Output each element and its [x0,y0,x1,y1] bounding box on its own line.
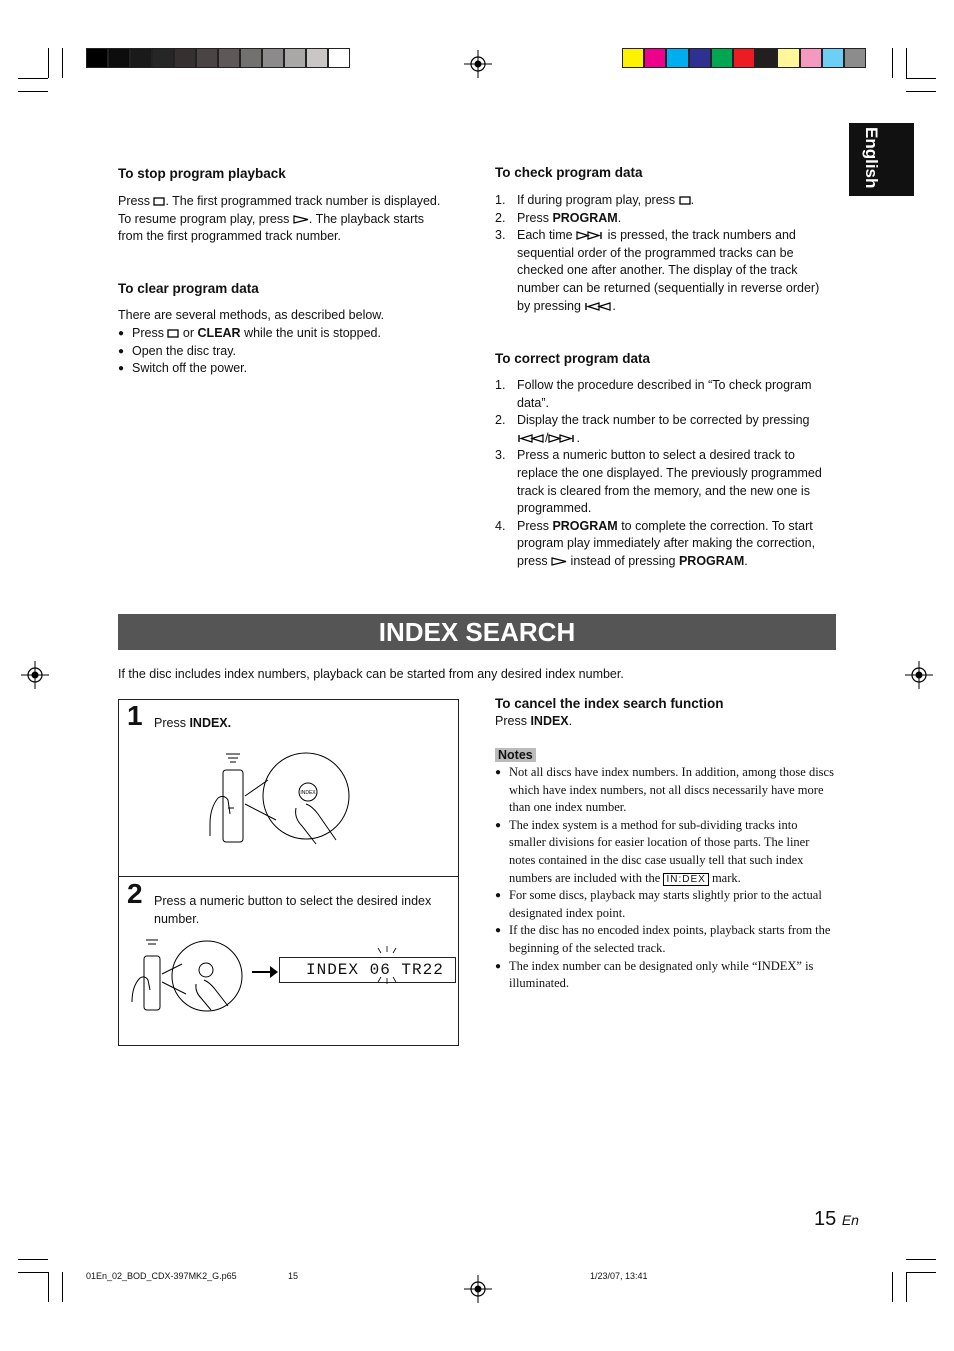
index-button-label: INDEX [300,790,316,796]
list-item: ● Press or CLEAR while the unit is stopped. [118,325,458,343]
skip-forward-icon [548,434,576,443]
list-item: 1. Follow the procedure described in “To check program data”. [495,378,812,410]
gray-swatch [86,48,108,68]
stop-heading: To stop program playback [118,166,286,181]
gray-swatch [328,48,350,68]
footer-date: 1/23/07, 13:41 [590,1271,648,1281]
skip-back-icon [517,434,545,443]
color-swatch [800,48,822,68]
play-icon [551,557,567,566]
step-2-text: Press a numeric button to select the desired index number. [154,894,432,926]
list-item: ● If the disc has no encoded index points, playback starts from the beginning of the selected track. [495,922,835,957]
list-item: ● The index number can be designated only while “INDEX” is illuminated. [495,958,835,993]
list-item: ● The index system is a method for sub-dividing tracks into smaller divisions for easier location of those parts. The liner notes contained in the disc case usually tell that such index numbers are included with the IN:DEX mark. [495,817,835,887]
color-swatch [711,48,733,68]
blink-indicator-icon [372,944,402,986]
list-item: 2. Display the track number to be corrected by pressing / . [495,413,810,445]
check-list [495,192,835,315]
color-swatch [822,48,844,68]
registration-target-left [21,661,49,689]
language-tab [849,123,914,196]
intro-text: If the disc includes index numbers, playback can be started from any desired index number. [118,667,624,681]
skip-back-icon [584,302,612,311]
clear-heading: To clear program data [118,281,259,296]
clear-list [118,325,458,378]
correct-list [495,377,835,571]
list-item: ● Switch off the power. [118,360,458,378]
section-banner [118,614,836,650]
color-swatch [689,48,711,68]
color-swatch [733,48,755,68]
remote-hand-numeric-illustration [124,938,284,1014]
gray-swatch [218,48,240,68]
list-item: ● Not all discs have index numbers. In addition, among those discs which have index numbers, not all discs necessarily have more than one index number. [495,764,835,817]
color-swatch [666,48,688,68]
step-2-number: 2 [127,878,143,909]
correct-heading: To correct program data [495,351,651,366]
registration-target-top [464,50,492,78]
color-swatch [777,48,799,68]
index-display-text: INDEX 06 TR22 [306,961,444,979]
play-icon [293,215,309,224]
section-title: INDEX SEARCH [378,617,576,647]
color-swatch [644,48,666,68]
color-swatch [755,48,777,68]
index-mark-icon: IN:DEX [663,873,708,886]
remote-hand-index-illustration [198,748,358,848]
language-tab-label: English [862,127,881,189]
list-item: 3. Press a numeric button to select a desired track to replace the one displayed. The previously programmed track is cleared from the memory, and the new one is programmed. [495,448,822,516]
color-swatch [844,48,866,68]
footer-file: 01En_02_BOD_CDX-397MK2_G.p65 [86,1271,237,1281]
stop-paragraph: Press . The first programmed track number is displayed. To resume program play, press . The playback starts from the first programmed track number. [118,194,441,244]
check-heading: To check program data [495,165,643,180]
notes-label: Notes [495,748,536,762]
notes-list [495,764,835,993]
list-item: ● For some discs, playback may starts slightly prior to the actual designated index point. [495,887,835,922]
registration-target-right [905,661,933,689]
list-item: ● Open the disc tray. [118,343,458,361]
step-1-number: 1 [127,700,143,731]
cancel-text: Press INDEX. [495,714,573,728]
page-number: 15 En [814,1208,859,1230]
gray-swatch [174,48,196,68]
registration-target-bottom [464,1275,492,1303]
gray-swatch [130,48,152,68]
list-item: 2. Press PROGRAM. [495,210,622,225]
gray-swatch [152,48,174,68]
step-1-text: Press INDEX. [154,716,232,730]
gray-swatch [284,48,306,68]
index-display [279,957,456,983]
list-item: 1. If during program play, press . [495,193,695,207]
gray-swatch [306,48,328,68]
gray-swatch [262,48,284,68]
color-swatch [622,48,644,68]
list-item: 4. Press PROGRAM to complete the correction. To start program play immediately after making the correction, press instead of pressing PROGRAM. [495,518,816,568]
gray-swatch [196,48,218,68]
skip-forward-icon [576,231,604,240]
stop-icon [167,329,179,338]
cancel-heading: To cancel the index search function [495,696,724,711]
gray-swatch [240,48,262,68]
stop-icon [679,196,691,205]
clear-intro: There are several methods, as described below. [118,308,385,322]
gray-swatch [108,48,130,68]
footer-page: 15 [288,1271,299,1281]
list-item: 3. Each time is pressed, the track numbers and sequential order of the programmed tracks can be checked one after another. The display of the track number can be returned (sequentially in reverse order) by pressing . [495,228,820,313]
stop-icon [153,197,165,206]
